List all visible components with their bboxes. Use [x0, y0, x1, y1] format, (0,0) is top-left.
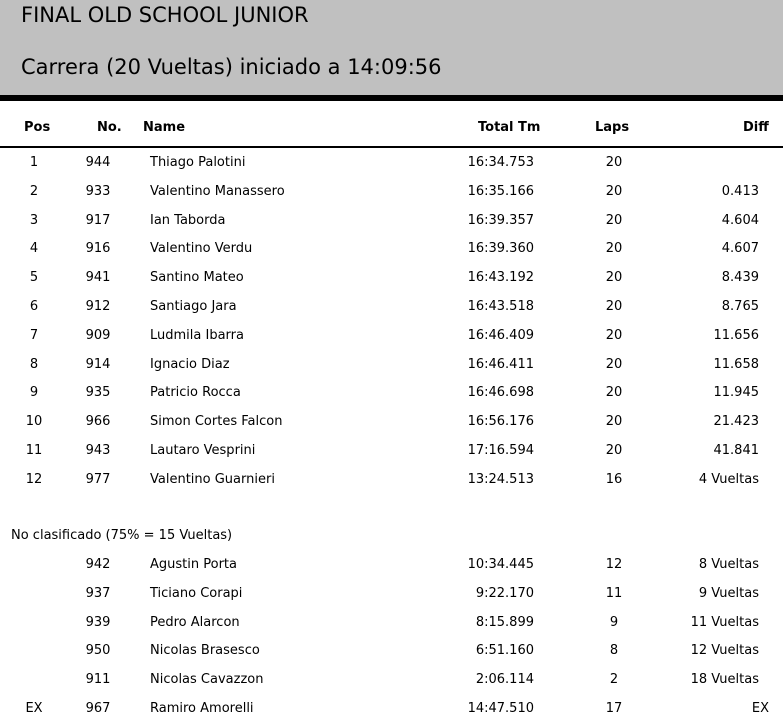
result-pos: 1 [29, 155, 39, 170]
result-diff: 11.656 [713, 327, 759, 343]
result-name: Patricio Rocca [150, 385, 241, 401]
result-number: 933 [85, 183, 111, 199]
result-total-time: 16:46.698 [467, 385, 534, 401]
result-total-time: 2:06.114 [475, 672, 534, 688]
result-name: Ian Taborda [150, 212, 226, 228]
result-name: Ignacio Diaz [150, 356, 230, 372]
result-number: 909 [85, 327, 111, 343]
result-pos: 7 [29, 327, 39, 343]
result-total-time: 10:34.445 [467, 557, 534, 572]
result-number: 944 [85, 155, 111, 170]
result-laps: 12 [605, 557, 623, 572]
result-diff: 0.413 [721, 183, 759, 199]
result-total-time: 13:24.513 [467, 471, 534, 487]
not-classified-label: No clasificado (75% = 15 Vueltas) [11, 528, 233, 543]
result-number: 917 [85, 212, 111, 228]
result-laps: 20 [605, 356, 623, 372]
result-laps: 20 [605, 327, 623, 343]
result-name: Nicolas Cavazzon [150, 672, 264, 688]
result-laps: 20 [605, 385, 623, 401]
result-laps: 20 [605, 183, 623, 199]
col-header-total-time: Total Tm [478, 120, 541, 135]
result-total-time: 16:34.753 [467, 155, 534, 170]
col-header-no: No. [97, 120, 122, 135]
result-diff: 9 Vueltas [698, 585, 759, 601]
result-laps: 20 [605, 443, 623, 458]
result-total-time: 16:43.192 [467, 270, 534, 286]
result-diff: 4 Vueltas [698, 471, 759, 487]
result-total-time: 16:35.166 [467, 183, 534, 199]
result-name: Ticiano Corapi [150, 585, 243, 601]
result-number: 941 [85, 270, 111, 286]
col-header-name: Name [143, 120, 186, 135]
result-number: 939 [85, 614, 111, 630]
result-pos: 3 [29, 212, 39, 228]
result-total-time: 16:43.518 [467, 299, 534, 314]
result-total-time: 8:15.899 [475, 614, 534, 630]
result-pos: 2 [29, 183, 39, 199]
result-diff: 21.423 [713, 414, 759, 430]
result-laps: 11 [605, 585, 623, 601]
result-diff: 4.604 [721, 212, 759, 228]
result-laps: 20 [605, 299, 623, 314]
result-diff: 11 Vueltas [690, 614, 759, 630]
result-name: Simon Cortes Falcon [150, 414, 283, 430]
result-number: 916 [85, 241, 111, 257]
result-total-time: 6:51.160 [475, 643, 534, 659]
result-laps: 8 [609, 643, 619, 659]
result-laps: 16 [605, 471, 623, 487]
result-pos: 5 [29, 270, 39, 286]
col-header-pos: Pos [24, 120, 51, 135]
result-total-time: 16:56.176 [467, 414, 534, 430]
result-total-time: 16:46.409 [467, 327, 534, 343]
result-number: 942 [85, 557, 111, 572]
result-diff: 8 Vueltas [698, 557, 759, 572]
result-name: Valentino Verdu [150, 241, 253, 257]
result-diff: 8.765 [721, 299, 759, 314]
result-pos: 12 [25, 471, 43, 487]
result-total-time: 16:39.357 [467, 212, 534, 228]
result-name: Ramiro Amorelli [150, 701, 254, 716]
result-name: Santino Mateo [150, 270, 244, 286]
result-number: 943 [85, 443, 111, 458]
result-number: 950 [85, 643, 111, 659]
result-laps: 20 [605, 270, 623, 286]
report-subtitle: Carrera (20 Vueltas) iniciado a 14:09:56 [21, 55, 442, 79]
column-header-divider [0, 146, 783, 148]
header-divider [0, 95, 783, 101]
result-number: 967 [85, 701, 111, 716]
result-name: Pedro Alarcon [150, 614, 240, 630]
result-diff: 18 Vueltas [690, 672, 759, 688]
result-pos: 8 [29, 356, 39, 372]
result-pos: 10 [25, 414, 43, 430]
result-laps: 20 [605, 241, 623, 257]
result-name: Lautaro Vesprini [150, 443, 256, 458]
result-name: Agustin Porta [150, 557, 237, 572]
result-number: 914 [85, 356, 111, 372]
result-pos: 6 [29, 299, 39, 314]
result-diff: 8.439 [721, 270, 759, 286]
result-name: Nicolas Brasesco [150, 643, 260, 659]
result-total-time: 9:22.170 [475, 585, 534, 601]
result-diff: 41.841 [713, 443, 759, 458]
result-pos: 9 [29, 385, 39, 401]
result-diff: 11.658 [713, 356, 759, 372]
result-pos: 11 [25, 443, 43, 458]
result-diff: EX [751, 701, 769, 716]
result-number: 937 [85, 585, 111, 601]
result-total-time: 16:46.411 [467, 356, 534, 372]
result-laps: 20 [605, 155, 623, 170]
result-laps: 9 [609, 614, 619, 630]
col-header-laps: Laps [595, 120, 630, 135]
result-total-time: 14:47.510 [467, 701, 534, 716]
result-number: 966 [85, 414, 111, 430]
result-number: 912 [85, 299, 111, 314]
report-title: FINAL OLD SCHOOL JUNIOR [21, 3, 309, 27]
result-number: 911 [85, 672, 111, 688]
result-diff: 11.945 [713, 385, 759, 401]
result-pos: EX [25, 701, 43, 716]
result-total-time: 16:39.360 [467, 241, 534, 257]
result-name: Ludmila Ibarra [150, 327, 244, 343]
result-laps: 17 [605, 701, 623, 716]
col-header-diff: Diff [743, 120, 769, 135]
result-diff: 12 Vueltas [690, 643, 759, 659]
result-pos: 4 [29, 241, 39, 257]
result-diff: 4.607 [721, 241, 759, 257]
result-name: Thiago Palotini [150, 155, 246, 170]
report-header [0, 0, 783, 95]
result-total-time: 17:16.594 [467, 443, 534, 458]
result-name: Valentino Guarnieri [150, 471, 275, 487]
result-name: Valentino Manassero [150, 183, 285, 199]
result-laps: 20 [605, 212, 623, 228]
result-number: 977 [85, 471, 111, 487]
result-laps: 2 [609, 672, 619, 688]
result-name: Santiago Jara [150, 299, 237, 314]
result-laps: 20 [605, 414, 623, 430]
result-number: 935 [85, 385, 111, 401]
